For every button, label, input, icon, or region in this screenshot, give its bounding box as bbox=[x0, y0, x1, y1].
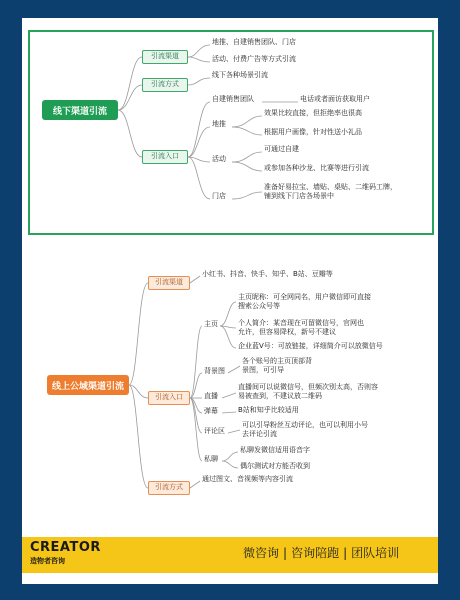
online-comments-detail bbox=[242, 421, 368, 440]
online-dm: 私聊 bbox=[204, 455, 218, 463]
footer-slogans bbox=[243, 544, 399, 561]
offline-activity-item-1: 可通过自建 bbox=[264, 145, 299, 153]
offline-ditui: 地推 bbox=[212, 120, 226, 128]
live-line-1: 直播间可以说微信号，但频次别太高，否则容 bbox=[238, 383, 378, 391]
slogan-2: 咨询陪跑 bbox=[291, 546, 340, 560]
online-method-node: 引流方式 bbox=[148, 481, 190, 495]
slogan-3: 团队培训 bbox=[351, 546, 400, 560]
offline-ditui-item-1: 效果比较直接，但拒绝率也很高 bbox=[264, 109, 362, 117]
live-line-2: 易被查到，不建议放二维码 bbox=[238, 392, 322, 401]
online-dm-item-1: 私聊发微信适用语音字 bbox=[240, 446, 310, 454]
online-danmu-detail: B站和知乎比较适用 bbox=[238, 406, 299, 414]
offline-entry-node: 引流入口 bbox=[142, 150, 188, 164]
offline-channel-node: 引流渠道 bbox=[142, 50, 188, 64]
offline-store-line-2: 铺到线下门店各场景中 bbox=[264, 192, 334, 201]
online-homepage-nickname bbox=[238, 293, 371, 312]
offline-sales-team-detail: 电话或者面访获取用户 bbox=[300, 95, 370, 103]
offline-ditui-item-2: 根据用户画像，针对性送小礼品 bbox=[264, 128, 362, 136]
online-homepage-enterprise: 企业蓝V号：可放链接，详细简介可以放微信号 bbox=[238, 342, 383, 350]
online-comments: 评论区 bbox=[204, 427, 225, 435]
offline-method-node: 引流方式 bbox=[142, 78, 188, 92]
online-background: 背景图 bbox=[204, 367, 225, 375]
offline-channel-item-2: 活动、付费广告等方式引流 bbox=[212, 55, 296, 63]
online-background-detail bbox=[242, 357, 312, 376]
nickname-line-1: 主页昵称：可全网同名，用户微信即可直接 bbox=[238, 293, 371, 301]
background-line-2: 景图，可引导 bbox=[242, 366, 284, 375]
online-channel-item: 小红书、抖音、快手、知乎、B站、豆瓣等 bbox=[202, 270, 333, 278]
online-dm-item-2: 偶尔测试对方能否收到 bbox=[240, 462, 310, 470]
offline-activity-item-2: 或参加各种沙龙、比赛等进行引流 bbox=[264, 164, 369, 172]
online-entry-node: 引流入口 bbox=[148, 391, 190, 405]
online-live: 直播 bbox=[204, 392, 218, 400]
online-live-detail bbox=[238, 383, 378, 402]
bio-line-1: 个人简介：某音现在可留微信号，官网也 bbox=[238, 319, 364, 327]
offline-method-item: 线下各种场景引流 bbox=[212, 71, 268, 79]
offline-channel-item-1: 地推、自建销售团队、门店 bbox=[212, 38, 296, 46]
slogan-1: 微咨询 bbox=[243, 546, 280, 560]
comments-line-2: 去评论引流 bbox=[242, 430, 277, 439]
offline-store-detail bbox=[264, 183, 397, 202]
offline-store-line-1: 准备好易拉宝、墙贴、桌贴、二维码工牌， bbox=[264, 183, 397, 191]
online-method-item: 通过图文、音视频等内容引流 bbox=[202, 475, 293, 483]
offline-activity: 活动 bbox=[212, 155, 226, 163]
slogan-separator-1: | bbox=[283, 546, 288, 560]
slogan-separator-2: | bbox=[343, 546, 348, 560]
online-danmu: 弹幕 bbox=[204, 407, 218, 415]
brand-name: CREATOR bbox=[30, 540, 101, 555]
online-root-node: 线上公域渠道引流 bbox=[47, 375, 129, 395]
comments-line-1: 可以引导粉丝互动评论，也可以利用小号 bbox=[242, 421, 368, 429]
online-homepage-bio bbox=[238, 319, 364, 338]
brand-subtitle: 造物者咨询 bbox=[30, 557, 65, 565]
online-homepage: 主页 bbox=[204, 320, 218, 328]
background-line-1: 各个账号的主页顶部背 bbox=[242, 357, 312, 365]
offline-store: 门店 bbox=[212, 192, 226, 200]
brand-logo bbox=[30, 540, 120, 566]
offline-sales-team: 自建销售团队 bbox=[212, 95, 254, 103]
online-channel-node: 引流渠道 bbox=[148, 276, 190, 290]
nickname-line-2: 搜索公众号等 bbox=[238, 302, 280, 311]
bio-line-2: 允许，但容易降权，新号不建议 bbox=[238, 328, 336, 337]
offline-root-node: 线下渠道引流 bbox=[42, 100, 118, 120]
